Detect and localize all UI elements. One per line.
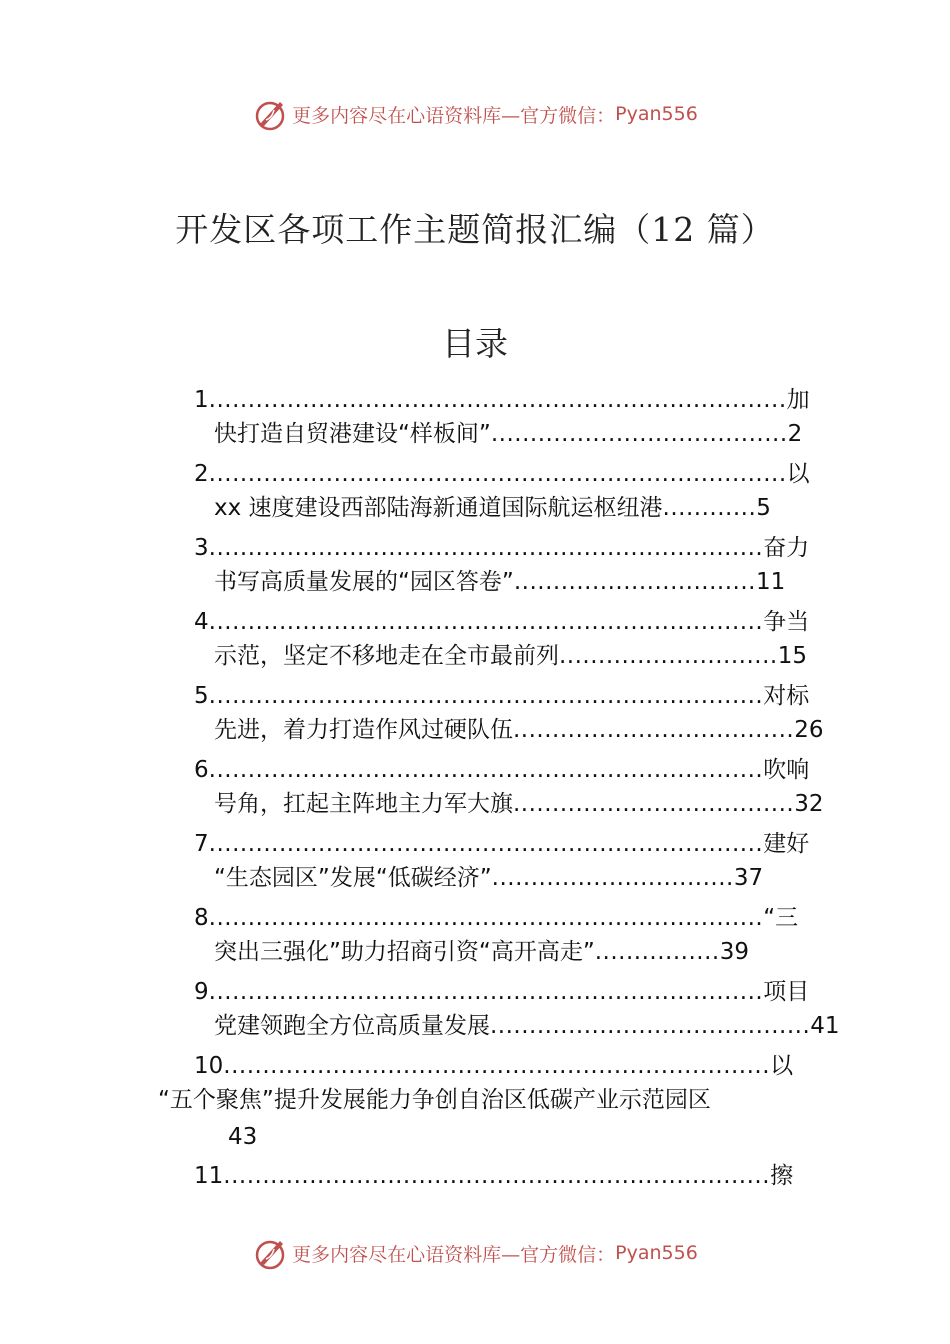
toc-line-end: 以 xyxy=(770,1053,794,1079)
quill-logo-icon xyxy=(252,96,288,132)
toc-title: 示范，坚定不移地走在全市最前列 xyxy=(214,643,559,669)
toc-page: 2 xyxy=(787,421,803,447)
toc-number: 5 xyxy=(194,683,209,709)
toc-line-end: 项目 xyxy=(763,979,810,1005)
toc-entry-6[interactable]: 6.......................................................................吹响 号角，扛起主阵地主力军大旗....................................32 xyxy=(194,757,824,817)
toc-page: 26 xyxy=(794,717,824,743)
toc-number: 3 xyxy=(194,535,209,561)
banner-wechat-id: Pyan556 xyxy=(615,1242,698,1264)
toc-entry-10[interactable]: 10......................................................................以 “五个聚焦”提升发展能力争创自治区低碳产业示范园区 43 xyxy=(158,1053,794,1150)
banner-text: 更多内容尽在心语资料库—官方微信： xyxy=(292,1243,616,1266)
document-title: 开发区各项工作主题简报汇编（12 篇） xyxy=(175,210,775,249)
toc-title: 突出三强化”助力招商引资“高开高走” xyxy=(214,939,595,965)
toc-entry-4[interactable]: 4.......................................................................争当 示范，坚定不移地走在全市最前列............................15 xyxy=(194,609,810,669)
toc-title: 号角，扛起主阵地主力军大旗 xyxy=(214,791,513,817)
toc-number: 6 xyxy=(194,757,209,783)
toc-title: 先进，着力打造作风过硬队伍 xyxy=(214,717,513,743)
toc-entry-11[interactable]: 11......................................................................擦 xyxy=(194,1163,794,1189)
toc-page: 43 xyxy=(228,1124,258,1150)
toc-page: 11 xyxy=(756,569,786,595)
toc-page: 15 xyxy=(777,643,807,669)
toc-line-end: 吹响 xyxy=(763,757,810,783)
toc-line-end: “三 xyxy=(763,905,799,931)
toc-entry-8[interactable]: 8.......................................................................“三 突出三强化”助力招商引资“高开高走”................39 xyxy=(194,905,799,965)
toc-number: 8 xyxy=(194,905,209,931)
toc-number: 1 xyxy=(194,387,209,413)
toc-number: 10 xyxy=(194,1053,224,1079)
toc-title: “五个聚焦”提升发展能力争创自治区低碳产业示范园区 xyxy=(158,1087,711,1113)
toc-title: 快打造自贸港建设“样板间” xyxy=(214,421,491,447)
toc-heading: 目录 xyxy=(442,324,508,363)
toc-title: 书写高质量发展的“园区答卷” xyxy=(214,569,514,595)
toc-line-end: 争当 xyxy=(763,609,810,635)
toc-entry-2[interactable]: 2..........................................................................以 xx 速度建设西部陆海新通道国际航运枢纽港............5 xyxy=(194,461,810,521)
toc-number: 4 xyxy=(194,609,209,635)
toc-line-end: 对标 xyxy=(763,683,810,709)
toc-entry-3[interactable]: 3.......................................................................奋力 书写高质量发展的“园区答卷”...............................11 xyxy=(194,535,810,595)
toc-number: 11 xyxy=(194,1163,224,1189)
toc-title: 党建领跑全方位高质量发展 xyxy=(214,1013,490,1039)
toc-page: 32 xyxy=(794,791,824,817)
toc-number: 7 xyxy=(194,831,209,857)
banner-text: 更多内容尽在心语资料库—官方微信： xyxy=(292,104,616,127)
toc-line-end: 加 xyxy=(786,387,810,413)
header-banner xyxy=(0,94,950,134)
table-of-contents xyxy=(0,384,950,1234)
toc-title: xx 速度建设西部陆海新通道国际航运枢纽港 xyxy=(214,495,663,521)
footer-banner xyxy=(0,1233,950,1273)
toc-number: 2 xyxy=(194,461,209,487)
toc-title: “生态园区”发展“低碳经济” xyxy=(214,865,492,891)
toc-page: 39 xyxy=(719,939,750,965)
toc-line-end: 擦 xyxy=(770,1163,794,1189)
toc-line-end: 奋力 xyxy=(763,535,810,561)
toc-page: 5 xyxy=(756,495,771,521)
quill-logo-icon xyxy=(252,1235,288,1271)
toc-line-end: 建好 xyxy=(763,831,810,857)
toc-number: 9 xyxy=(194,979,209,1005)
toc-entry-7[interactable]: 7.......................................................................建好 “生态园区”发展“低碳经济”...............................37 xyxy=(194,831,810,891)
toc-entry-1[interactable]: 1..........................................................................加 快打造自贸港建设“样板间”......................................2 xyxy=(194,387,810,447)
banner-wechat-id: Pyan556 xyxy=(615,103,698,125)
toc-entry-9[interactable]: 9.......................................................................项目 党建领跑全方位高质量发展.........................................41 xyxy=(194,979,840,1039)
toc-page: 41 xyxy=(810,1013,840,1039)
toc-entry-5[interactable]: 5.......................................................................对标 先进，着力打造作风过硬队伍....................................26 xyxy=(194,683,824,743)
toc-line-end: 以 xyxy=(786,461,810,487)
toc-page: 37 xyxy=(733,865,764,891)
